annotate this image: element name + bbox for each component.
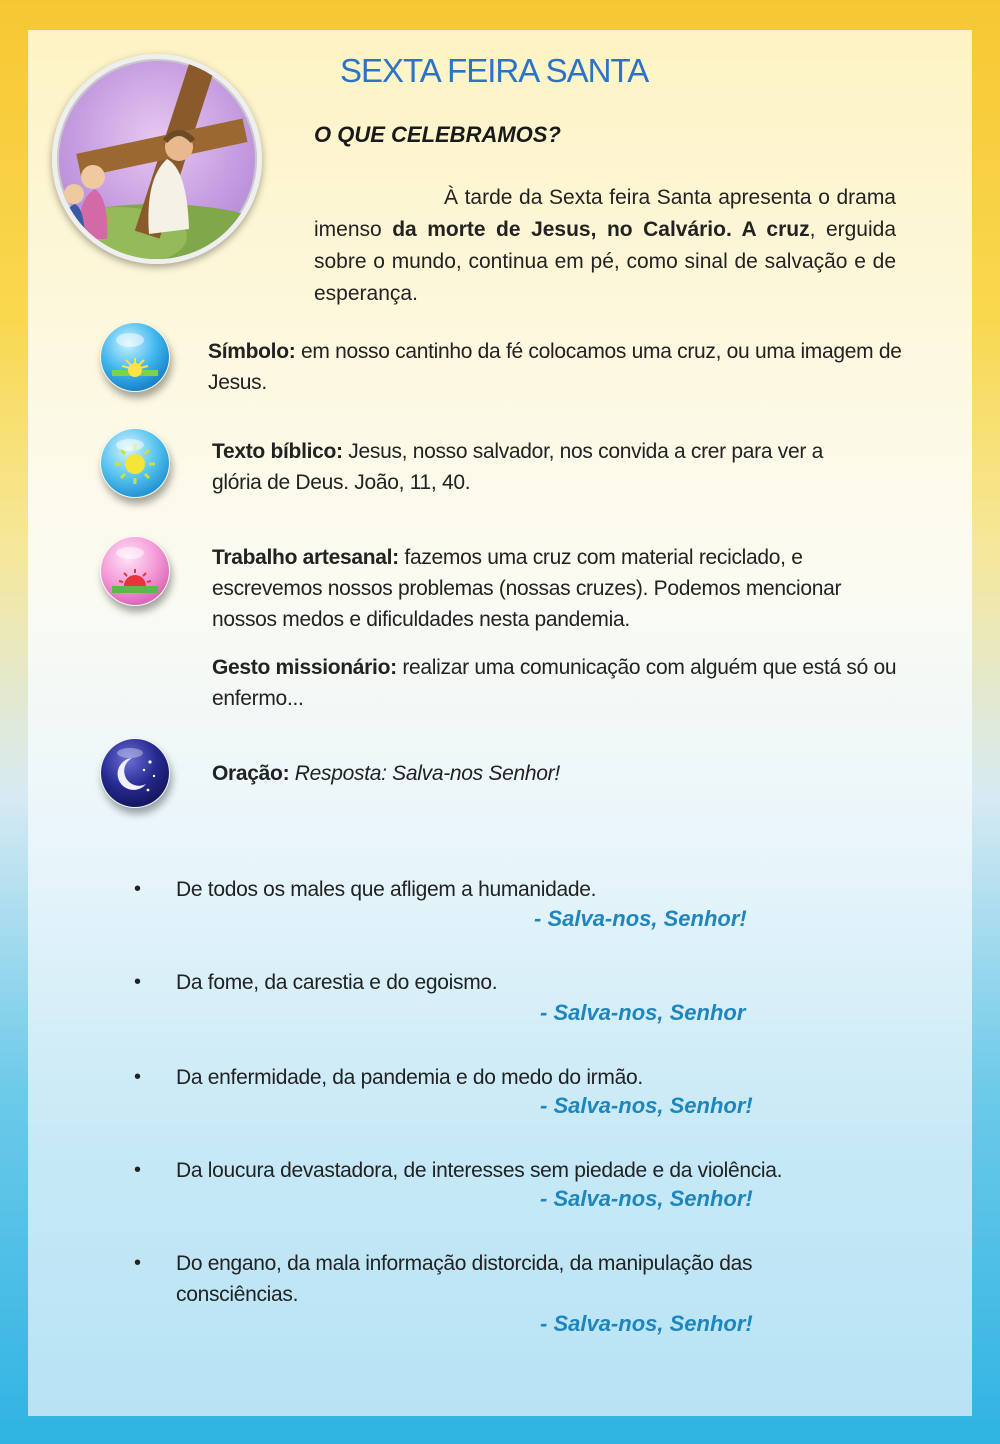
prayer-text: Da fome, da carestia e do egoismo. (176, 971, 498, 994)
prayer-text: Da loucura devastadora, de interesses sem piedade e da violência. (176, 1159, 783, 1182)
prayer-text: De todos os males que afligem a humanidade. (176, 878, 597, 901)
section-heading: O QUE CELEBRAMOS? (314, 122, 561, 147)
page-title: SEXTA FEIRA SANTA (340, 52, 649, 89)
intro-text-bold: da morte de Jesus, no Calvário. A cruz (392, 218, 810, 241)
simbolo-section (208, 336, 908, 398)
jesus-carrying-cross-illustration (52, 54, 262, 264)
moon-orb-icon (100, 738, 170, 808)
gesto-missionario-section (212, 652, 912, 714)
bullet-icon: • (134, 1066, 141, 1088)
bullet-icon: • (134, 1252, 141, 1274)
bullet-icon: • (134, 1159, 141, 1181)
gesto-missionario-label: Gesto missionário: (212, 656, 397, 679)
oracao-label: Oração: (212, 762, 290, 785)
prayer-response: - Salva-nos, Senhor! (534, 906, 747, 931)
intro-text-1: À tarde da Sexta feira Santa apresenta o drama imenso (314, 186, 896, 241)
sunset-orb-icon (100, 536, 170, 606)
oracao-text: Resposta: Salva-nos Senhor! (289, 762, 560, 785)
bullet-icon: • (134, 971, 141, 993)
prayer-text: Do engano, da mala informação distorcida, da manipulação das consciências. (176, 1252, 753, 1306)
trabalho-artesanal-label: Trabalho artesanal: (212, 546, 399, 569)
trabalho-artesanal-text: fazemos uma cruz com material reciclado, e escrevemos nossos problemas (nossas cruzes). Podemos mencionar nossos medos e dificuldades nesta pandemia. (212, 546, 842, 631)
texto-biblico-section (212, 436, 872, 498)
prayer-response: - Salva-nos, Senhor (540, 1000, 746, 1025)
intro-text-2: , erguida sobre o mundo, continua em pé, como sinal de salvação e de esperança. (314, 218, 896, 305)
prayer-response: - Salva-nos, Senhor! (540, 1186, 753, 1211)
prayer-response: - Salva-nos, Senhor! (540, 1311, 753, 1336)
simbolo-text: em nosso cantinho da fé colocamos uma cruz, ou uma imagem de Jesus. (208, 340, 902, 394)
oracao-section (212, 758, 872, 789)
texto-biblico-label: Texto bíblico: (212, 440, 343, 463)
trabalho-artesanal-section (212, 542, 892, 635)
sunrise-orb-icon (100, 322, 170, 392)
gesto-missionario-text: realizar uma comunicação com alguém que está só ou enfermo... (212, 656, 897, 710)
bullet-icon: • (134, 878, 141, 900)
sun-orb-icon (100, 428, 170, 498)
intro-paragraph (314, 182, 896, 310)
texto-biblico-text: Jesus, nosso salvador, nos convida a crer para ver a glória de Deus. João, 11, 40. (212, 440, 823, 494)
prayer-response: - Salva-nos, Senhor! (540, 1093, 753, 1118)
prayer-text: Da enfermidade, da pandemia e do medo do irmão. (176, 1066, 643, 1089)
simbolo-label: Símbolo: (208, 340, 296, 363)
